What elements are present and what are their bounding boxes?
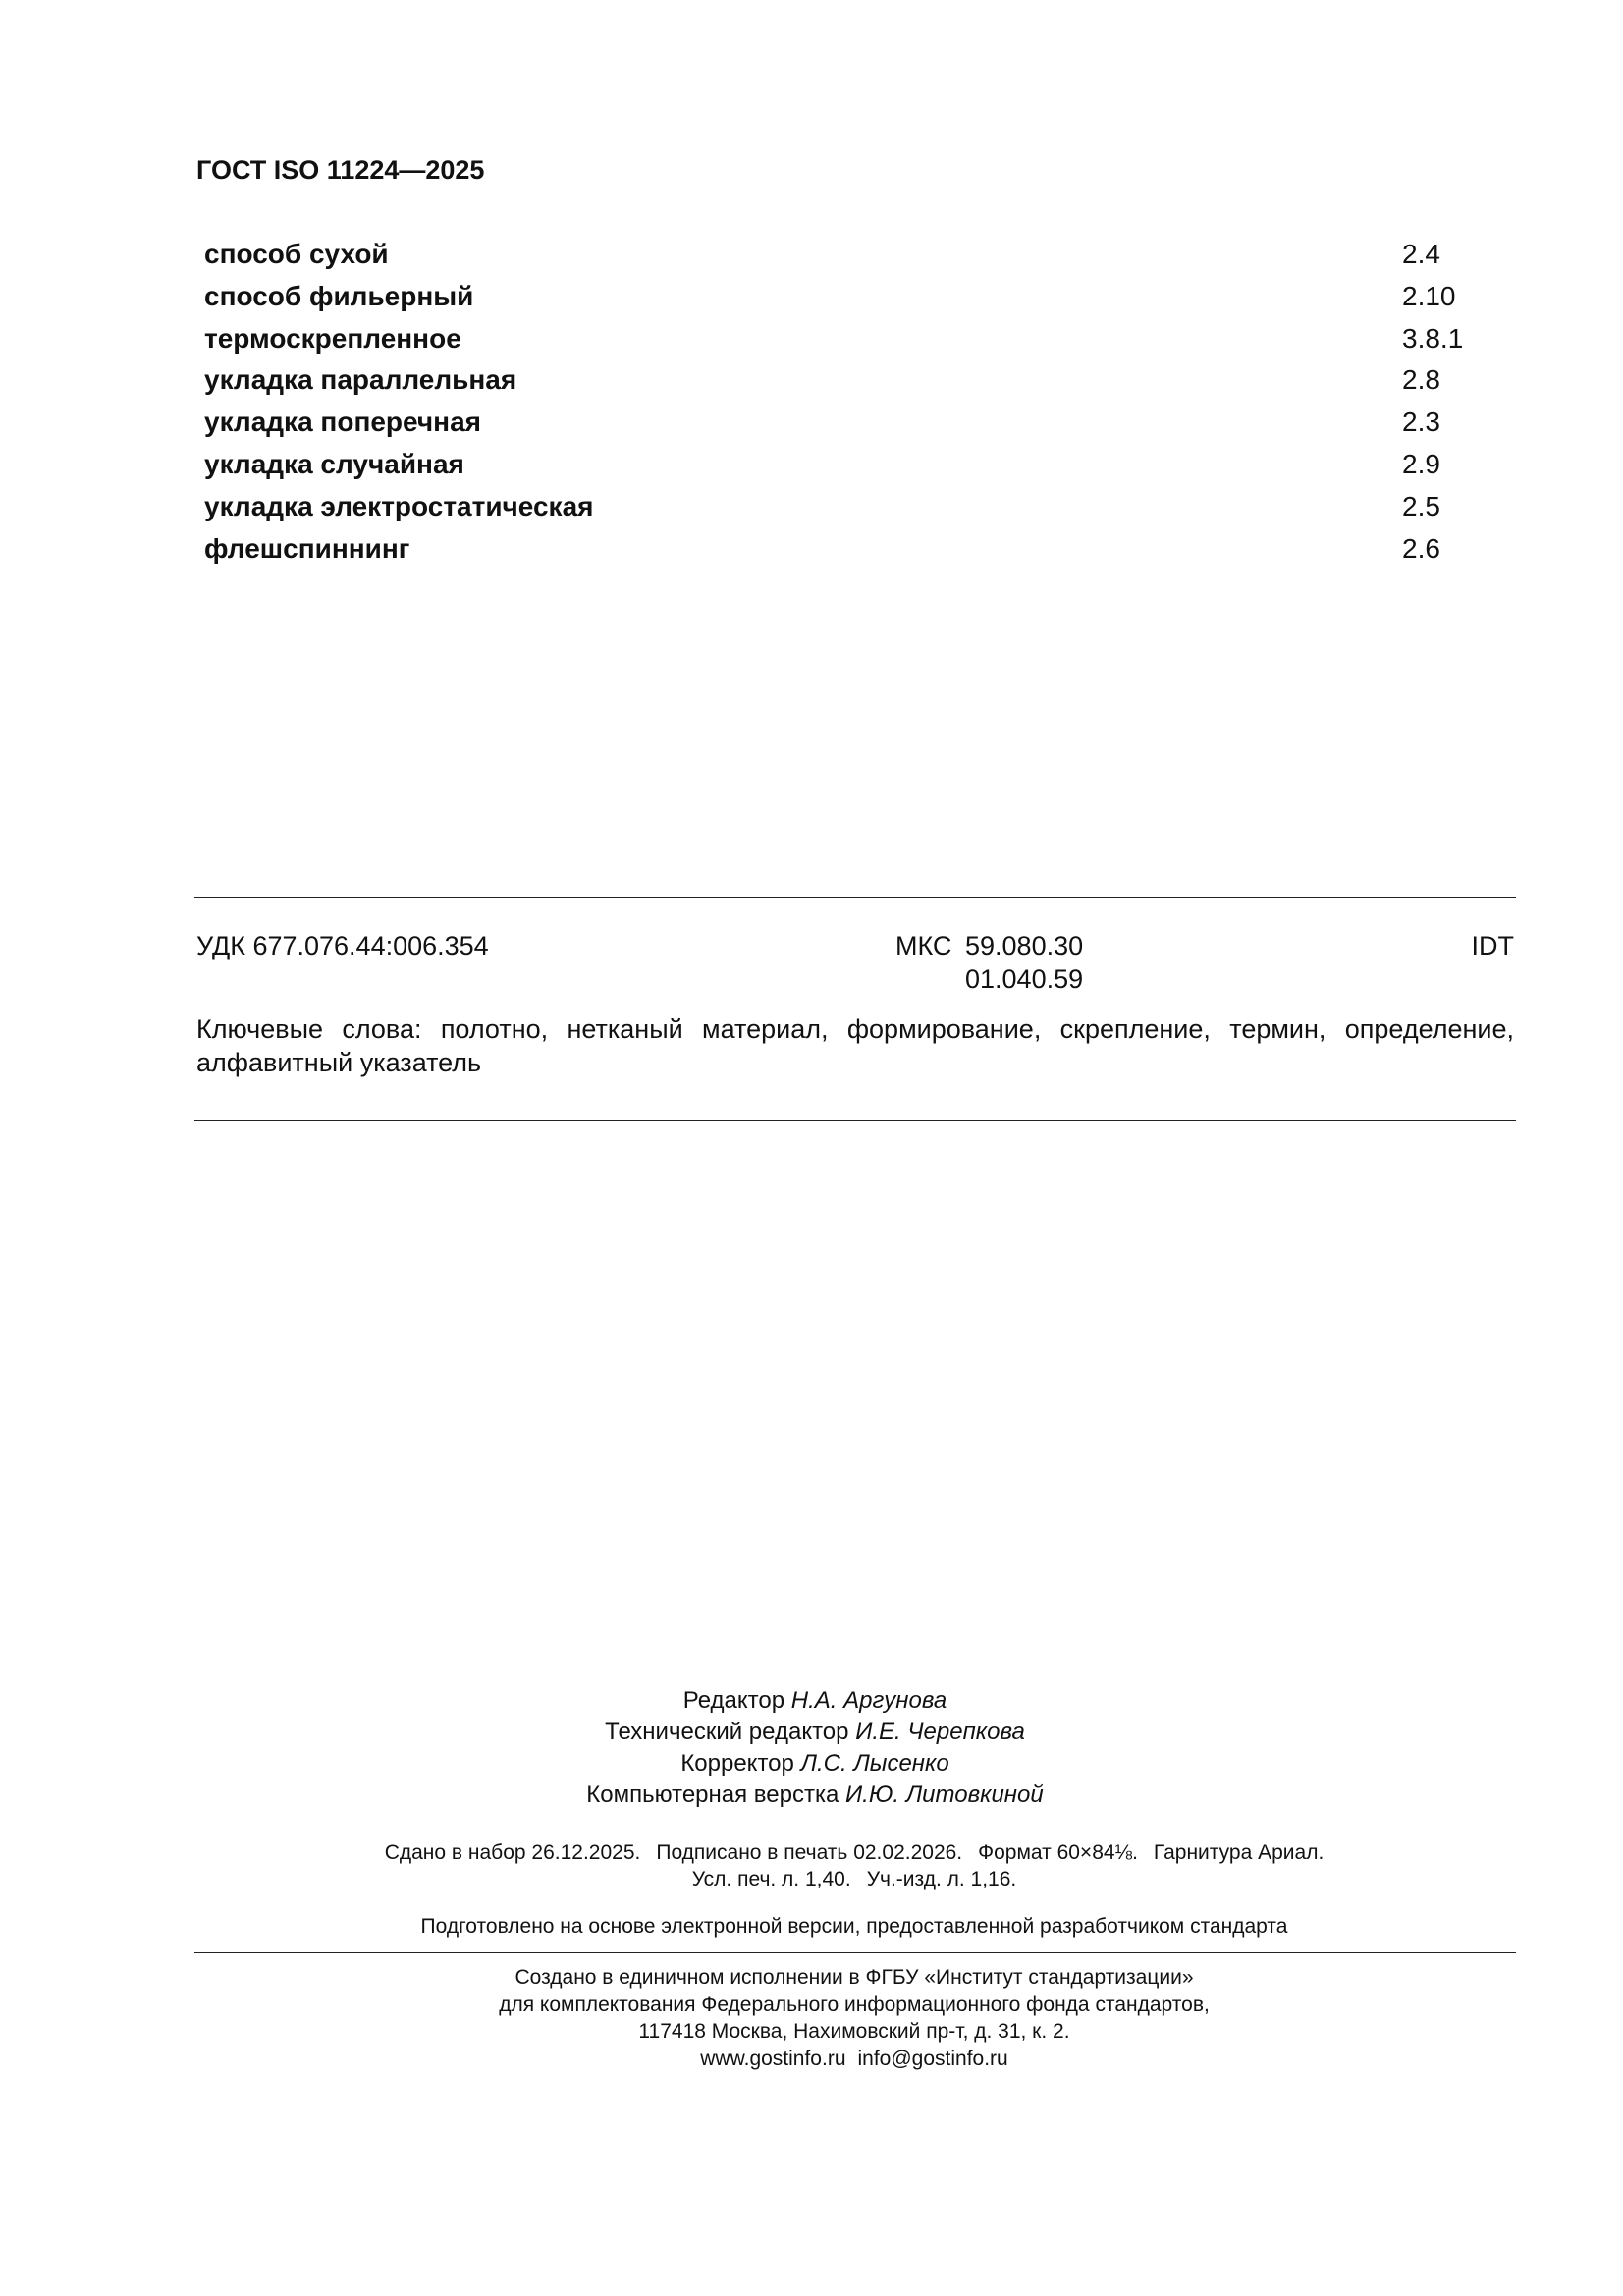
staff-technical-editor: [511, 1717, 1119, 1748]
publisher-imprint: [363, 1964, 1345, 2072]
staff-editor: [511, 1685, 1119, 1717]
udk-code: УДК 677.076.44:006.354: [196, 931, 489, 960]
index-entry: [204, 359, 1481, 402]
staff-name: Н.А. Аргунова: [790, 1687, 947, 1714]
mks-label: МКС: [895, 931, 952, 960]
index-reference: 2.4: [1402, 239, 1440, 269]
index-reference: 2.8: [1402, 364, 1440, 396]
imprint-address: 117418 Москва, Нахимовский пр-т, д. 31, к. 2.: [638, 2020, 1070, 2043]
print-details-line-2: [295, 1866, 1414, 1892]
index-term: флешспиннинг: [204, 532, 410, 564]
mks-codes: [965, 929, 1083, 996]
index-term: термоскрепленное: [204, 322, 461, 354]
staff-role: Компьютерная верстка: [586, 1781, 839, 1808]
document-designation: ГОСТ ISO 11224—2025: [196, 155, 485, 185]
index-entry: [204, 276, 1481, 318]
staff-name: Л.С. Лысенко: [800, 1750, 949, 1777]
typeset-date: Сдано в набор 26.12.2025.: [384, 1841, 641, 1864]
staff-role: Редактор: [682, 1687, 785, 1714]
index-reference: 2.10: [1402, 280, 1456, 311]
alphabetical-index: [204, 234, 1481, 570]
index-term: укладка случайная: [204, 448, 464, 479]
index-reference: 2.9: [1402, 448, 1440, 479]
imprint-line: Создано в единичном исполнении в ФГБУ «Институт стандартизации»: [514, 1966, 1194, 1989]
index-entry: [204, 234, 1481, 276]
website-link[interactable]: www.gostinfo.ru: [700, 2047, 846, 2070]
index-reference: 2.6: [1402, 532, 1440, 564]
print-details: [295, 1839, 1414, 1892]
index-entry: [204, 486, 1481, 528]
staff-layout: [511, 1779, 1119, 1811]
staff-proofreader: [511, 1748, 1119, 1779]
typeface: Гарнитура Ариал.: [1153, 1841, 1325, 1864]
index-reference: 2.5: [1402, 490, 1440, 521]
print-sheets: Усл. печ. л. 1,40.: [691, 1868, 851, 1890]
email-link[interactable]: info@gostinfo.ru: [857, 2047, 1008, 2070]
keywords: Ключевые слова: полотно, нетканый материал, формирование, скрепление, термин, определение, алфавитный указатель: [196, 1014, 1514, 1077]
divider-bottom: [194, 1120, 1516, 1121]
index-entry: [204, 444, 1481, 486]
publisher-sheets: Уч.-изд. л. 1,16.: [866, 1868, 1017, 1890]
index-entry: [204, 318, 1481, 360]
staff-role: Корректор: [680, 1750, 794, 1777]
index-term: способ фильерный: [204, 280, 474, 311]
staff-name: И.Ю. Литовкиной: [845, 1781, 1044, 1808]
divider-imprint: [194, 1952, 1516, 1953]
mks-code: 01.040.59: [965, 964, 1084, 994]
editorial-staff: [511, 1685, 1119, 1811]
index-entry: [204, 402, 1481, 444]
divider-top: [194, 897, 1516, 898]
staff-name: И.Е. Черепкова: [855, 1719, 1025, 1745]
signed-date: Подписано в печать 02.02.2026.: [656, 1841, 963, 1864]
index-term: способ сухой: [204, 239, 389, 269]
index-term: укладка поперечная: [204, 407, 481, 438]
index-entry: [204, 528, 1481, 571]
index-reference: 2.3: [1402, 407, 1440, 438]
mks-code: 59.080.30: [965, 931, 1084, 960]
print-details-line-1: [295, 1839, 1414, 1866]
staff-role: Технический редактор: [605, 1719, 849, 1745]
prepared-note: Подготовлено на основе электронной версии, предоставленной разработчиком стандарта: [420, 1915, 1288, 1938]
imprint-line: для комплектования Федерального информационного фонда стандартов,: [499, 1993, 1210, 2016]
imprint-contacts: [363, 2046, 1345, 2073]
index-term: укладка электростатическая: [204, 490, 594, 521]
conformity-degree: IDT: [1471, 931, 1514, 960]
index-reference: 3.8.1: [1402, 322, 1464, 354]
paper-format: Формат 60×84⅛.: [978, 1841, 1138, 1864]
index-term: укладка параллельная: [204, 364, 517, 396]
